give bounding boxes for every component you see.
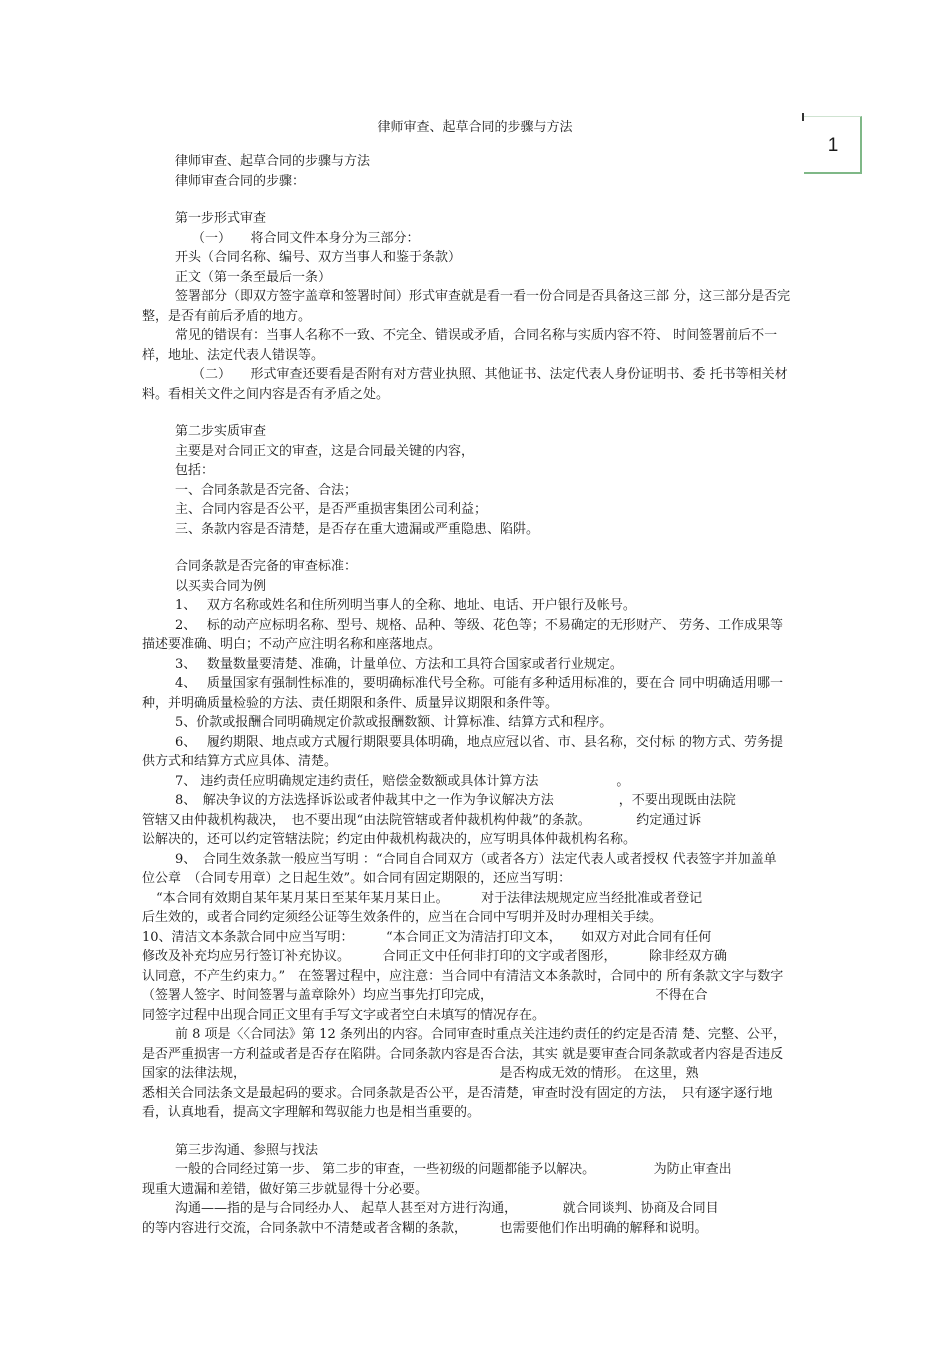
section-heading: 第二步实质审查 xyxy=(175,424,267,439)
text-line: 修改及补充均应另行签订补充协议。 合同正文中任何非打印的文字或者图形， 除非经双方确 xyxy=(142,949,728,964)
text-line: 5、价款或报酬合同明确规定价款或报酬数额、计算标准、结算方式和程序。 xyxy=(175,715,613,730)
page-number: 1 xyxy=(827,135,839,156)
text-line: 9、 合同生效条款一般应当写明 ：“合同自合同双方（或者各方）法定代表人或者授权 代表签字并加盖单 xyxy=(175,851,777,867)
text-line: 前 8 项是〈〈合同法》第 12 条列出的内容。合同审查时重点关注违约责任的约定是否清 楚、完整、公平， xyxy=(175,1027,786,1042)
text-line: 主要是对合同正文的审查，这是合同最关键的内容， xyxy=(175,443,475,459)
text-line: 位公章 （合同专用章）之日起生效”。如合同有固定期限的，还应当写明： xyxy=(142,871,572,886)
text-line: 合同条款是否完备的审查标准： xyxy=(175,559,358,574)
text-line: （二） 形式审查还要看是否附有对方营业执照、其他证书、法定代表人身份证明书、委 托书等相关材 xyxy=(192,367,788,382)
text-line: 整，是否有前后矛盾的地方。 xyxy=(142,308,312,324)
section-heading: 第三步沟通、参照与找法 xyxy=(175,1142,319,1158)
text-line: 一、合同条款是否完备、合法； xyxy=(175,482,358,498)
text-line: “本合同有效期自某年某月某日至某年某月某日止。 对于法律法规规定应当经批准或者登记 xyxy=(156,890,703,906)
text-line: （一） 将合同文件本身分为三部分： xyxy=(192,230,420,246)
text-line: 国家的法律法规， 是否构成无效的情形。 在这里，熟 xyxy=(142,1066,699,1081)
text-line: 2、 标的动产应标明名称、型号、规格、品种、等级、花色等；不易确定的无形财产、 劳务、工作成果等 xyxy=(175,617,784,633)
text-line: 看，认真地看，提高文字理解和驾驭能力也是相当重要的。 xyxy=(142,1105,481,1120)
document-body xyxy=(142,152,848,1238)
text-line: 包括： xyxy=(175,463,215,478)
text-line: 现重大遗漏和差错，做好第三步就显得十分必要。 xyxy=(142,1181,429,1197)
text-line: 1、 双方名称或姓名和住所列明当事人的全称、地址、电话、开户银行及帐号。 xyxy=(175,598,636,613)
text-line: （签署人签字、时间签署与盖章除外）均应当事先打印完成， 不得在合 xyxy=(142,988,708,1003)
text-line: 10、清洁文本条款合同中应当写明： “本合同正文为清洁打印文本， 如双方对此合同有任何 xyxy=(142,929,712,945)
text-line: 7、 违约责任应明确规定违约责任，赔偿金数额或具体计算方法 。 xyxy=(175,773,630,789)
text-line: 供方式和结算方式应具体、清楚。 xyxy=(142,754,338,769)
text-line: 8、 解决争议的方法选择诉讼或者仲裁其中之一作为争议解决方法 ，不要出现既由法院 xyxy=(175,793,736,808)
blank-line xyxy=(142,1123,848,1141)
text-line: 讼解决的，还可以约定管辖法院；约定由仲裁机构裁决的，应写明具体仲裁机构名称。 xyxy=(142,832,637,847)
blank-line xyxy=(142,539,848,557)
text-line: 3、 数量数量要清楚、准确，计量单位、方法和工具符合国家或者行业规定。 xyxy=(175,656,623,672)
text-line: 开头（合同名称、编号、双方当事人和鉴于条款） xyxy=(175,250,462,265)
badge-tick-mark xyxy=(802,113,804,121)
section-heading: 第一步形式审查 xyxy=(175,211,267,226)
page-title: 律师审查、起草合同的步骤与方法 xyxy=(377,120,573,135)
text-line: 是否严重损害一方利益或者是否存在陷阱。合同条款内容是否合法，其实 就是要审查合同条款或者内容是否违反 xyxy=(142,1046,784,1062)
text-line: 6、 履约期限、地点或方式履行期限要具体明确，地点应冠以省、市、县名称，交付标 的物方式、劳务提 xyxy=(175,734,784,750)
text-line: 律师审查合同的步骤： xyxy=(175,173,306,189)
text-line: 种，并明确质量检验的方法、责任期限和条件、质量异议期限和条件等。 xyxy=(142,695,559,711)
text-line: 沟通——指的是与合同经办人、 起草人甚至对方进行沟通， 就合同谈判、协商及合同目 xyxy=(175,1201,719,1216)
text-line: 悉相关合同法条文是最起码的要求。合同条款是否公平，是否清楚，审查时没有固定的方法， 只有逐字逐行地 xyxy=(142,1085,773,1101)
blank-line xyxy=(142,404,848,422)
text-line: 后生效的，或者合同约定须经公证等生效条件的，应当在合同中写明并及时办理相关手续。 xyxy=(142,910,663,925)
text-line: 主、合同内容是否公平，是否严重损害集团公司利益； xyxy=(175,502,488,517)
text-line: 样，地址、法定代表人错误等。 xyxy=(142,347,325,363)
text-line: 正文（第一条至最后一条） xyxy=(175,269,332,285)
text-line: 的等内容进行交流，合同条款中不清楚或者含糊的条款， 也需要他们作出明确的解释和说明。 xyxy=(142,1220,708,1236)
text-line: 三、条款内容是否清楚，是否存在重大遗漏或严重隐患、陷阱。 xyxy=(175,521,540,537)
text-line: 认同意，不产生约束力。” 在签署过程中，应注意：当合同中有清洁文本条款时，合同中的 所有条款文字与数字 xyxy=(142,968,784,984)
text-line: 同签字过程中出现合同正文里有手写文字或者空白未填写的情况存在。 xyxy=(142,1007,546,1023)
text-line: 管辖又由仲裁机构裁决， 也不要出现“由法院管辖或者仲裁机构仲裁”的条款。 约定通过诉 xyxy=(142,812,702,828)
text-line: 律师审查、起草合同的步骤与方法 xyxy=(175,154,371,169)
text-line: 4、 质量国家有强制性标准的，要明确标准代号全称。可能有多种适用标准的，要在合 同中明确适用哪一 xyxy=(175,676,784,691)
text-line: 一般的合同经过第一步、 第二步的审查，一些初级的问题都能予以解决。 为防止审查出 xyxy=(175,1162,732,1177)
text-line: 描述要准确、明白；不动产应注明名称和座落地点。 xyxy=(142,637,442,652)
text-line: 签署部分（即双方签字盖章和签署时间）形式审查就是看一看一份合同是否具备这三部 分，这三部分是否完 xyxy=(175,289,791,304)
text-line: 以买卖合同为例 xyxy=(175,578,267,594)
text-line: 料。看相关文件之间内容是否有矛盾之处。 xyxy=(142,386,390,402)
text-line: 常见的错误有：当事人名称不一致、不完全、错误或矛盾，合同名称与实质内容不符、 时间签署前后不一 xyxy=(175,328,778,343)
blank-line xyxy=(142,191,848,209)
